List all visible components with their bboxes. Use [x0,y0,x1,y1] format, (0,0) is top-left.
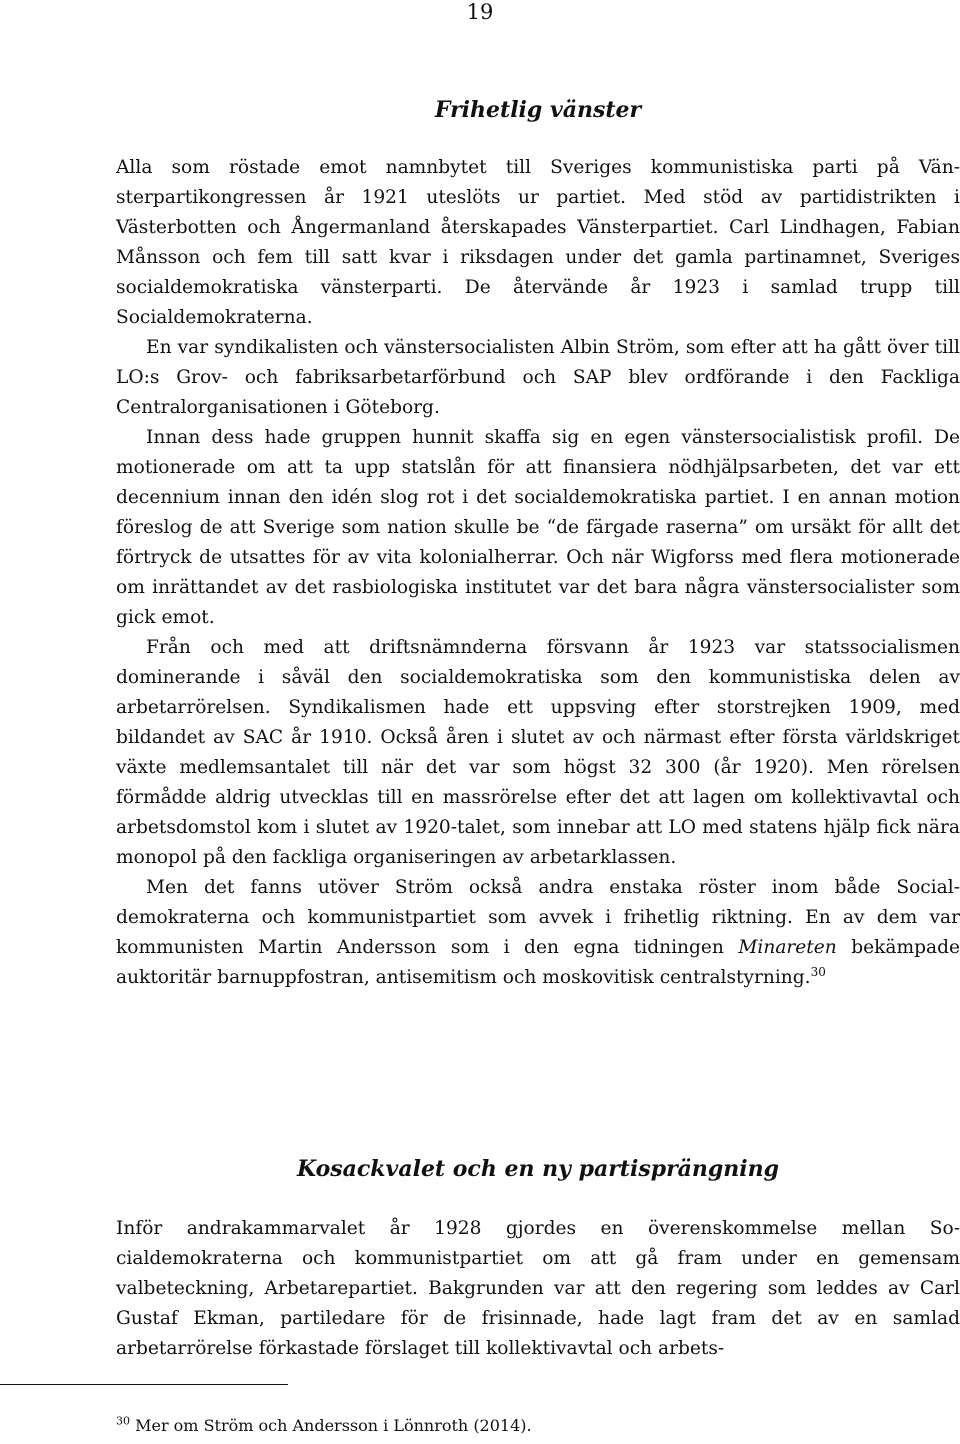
body-paragraph: Alla som röstade emot namnbytet till Sveriges kommunistiska parti på Vänsterpartikongressen år 1921 uteslöts ur partiet. Med stöd av partidistrikten i Västerbotten och Ångermanland återskapades Vänsterpartiet. Carl Lindhagen, Fabian Månsson och fem till satt kvar i riksdagen under det gamla partinamnet, Sveriges socialdemokratiska vänsterparti. De återvände år 1923 i samlad trupp till Socialdemokraterna. [116,157,960,328]
newspaper-title: Minareten [738,937,837,958]
section-heading-kosackvalet: Kosackvalet och en ny partisprängning [296,1156,780,1182]
footnote-separator [0,1384,288,1385]
paragraph-text: bekämpade auktoritär barnuppfostran, antisemitism och moskovitisk centralstyrning. [116,937,960,988]
body-paragraph: Innan dess hade gruppen hunnit skaffa sig en egen vänstersocialistisk profil. De motionerade om att ta upp statslån för att finansiera nödhjälpsarbeten, det var ett decennium innan den idén slog rot i det socialdemokratiska partiet. I en annan motion föreslog de att Sverige som nation skulle be “de färgade raserna” om ursäkt för allt det förtryck de utsattes för av vita kolonialherrar. Och när Wigforss med flera motionerade om inrättandet av det rasbiologiska institutet var det bara några vänstersocialister som gick emot. [116,427,960,628]
body-paragraph: Inför andrakammarvalet år 1928 gjordes en överenskommelse mellan Socialdemokraterna och kommunistpartiet om att gå fram under en gemensam valbeteckning, Arbetarepartiet. Bakgrunden var att den regering som leddes av Carl Gustaf Ekman, partiledare för de frisinnade, hade lagt fram det av en samlad arbetarrörelse förkastade förslaget till kollektivavtal och arbets- [116,1218,960,1359]
body-paragraph: Från och med att driftsnämnderna försvann år 1923 var statssocialismen dominerande i såväl den socialdemokratiska som den kommunistiska delen av arbetarrörelsen. Syndikalismen hade ett uppsving efter storstrejken 1909, med bildandet av SAC år 1910. Också åren i slutet av och närmast efter första världskriget växte medlemsantalet till när det var som högst 32 300 (år 1920). Men rörelsen förmådde aldrig utvecklas till en massrörelse efter det att lagen om kollektivavtal och arbetsdomstol kom i slutet av 1920-talet, som innebar att LO med statens hjälp fick nära monopol på den fackliga organiseringen av arbetarklassen. [116,637,960,868]
paragraph-text: Men det fanns utöver Ström också andra enstaka röster inom både Socialdemokraterna och kommunistpartiet som avvek i frihetlig riktning. En av dem var kommunisten Martin Andersson som i den egna tidningen [116,877,960,958]
page-number: 19 [466,0,494,24]
body-paragraph: En var syndikalisten och vänstersocialisten Albin Ström, som efter att ha gått över till LO:s Grov- och fabriksarbetarförbund och SAP blev ordförande i den Fackliga Centralorganisationen i Göteborg. [116,337,960,418]
section-heading-frihetlig-vanster: Frihetlig vänster [434,97,642,123]
footnote-number: 30 [116,1414,130,1428]
footnote-text: Mer om Ström och Andersson i Lönnroth (2014). [130,1416,532,1435]
footnote-reference[interactable]: 30 [810,964,826,979]
footnote [116,1415,960,1437]
section-body-frihetlig-vanster [116,153,960,993]
body-paragraph [116,873,960,993]
section-body-kosackvalet [116,1214,960,1364]
